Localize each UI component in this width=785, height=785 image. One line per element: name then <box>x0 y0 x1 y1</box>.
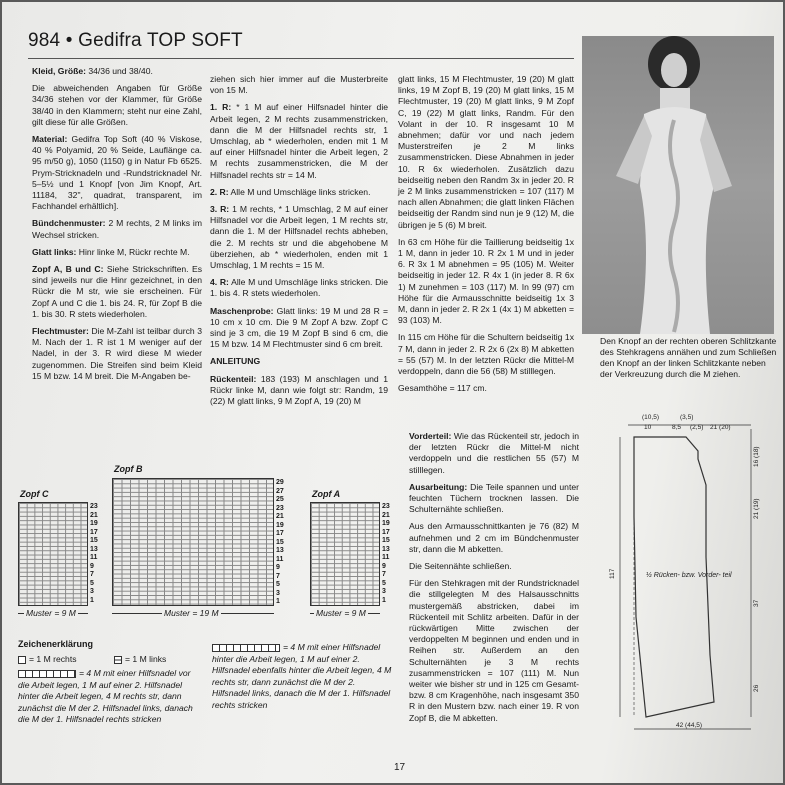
c1-text: Siehe Strickschriften. Es sind jeweils nur die Hinr gezeichnet, in den Rückr die M str, wie sie erscheinen. Für Zopf A und C die 1. bis 24. R, für Zopf B die 1. bis 30. R stets wiederholen. <box>32 264 202 319</box>
schematic-label: ½ Rücken- bzw. Vorder- teil <box>646 572 732 579</box>
c1-text: 34/36 und 38/40. <box>85 66 153 76</box>
text-column-3 <box>398 74 574 400</box>
c2-paragraph <box>210 187 388 198</box>
c3b-heading: Ausarbeitung: <box>409 481 468 492</box>
legend-cable-back <box>212 642 392 711</box>
row-number: 15 <box>90 537 98 544</box>
row-number: 15 <box>382 537 390 544</box>
c3-paragraph <box>398 383 574 394</box>
row-number: 23 <box>276 504 284 512</box>
text-column-2 <box>210 74 388 413</box>
row-number: 3 <box>90 588 94 595</box>
page <box>2 2 783 783</box>
text-column-1 <box>32 66 202 388</box>
c1-text: Gedifra Top Soft (40 % Viskose, 40 % Polyamid, 20 % Seide, Lauflänge ca. 95 m/50 g), 1050 (1150) g in Natur Fb 6525. Prym-Stricknadeln und -Rundstricknadel Nr. 5–5½ und 1 Knopf [von Jim Knopf, Art. 11184, 32", quadrat, transparent, im Fachhandel erhältlich]. <box>32 134 202 212</box>
zopf-a-muster: Muster = 9 M <box>316 608 366 618</box>
row-number: 17 <box>90 528 98 536</box>
c1-paragraph <box>32 264 202 320</box>
c2-text: Alle M und Umschläge links stricken. <box>228 186 371 197</box>
c1-paragraph <box>32 326 202 382</box>
row-number: 19 <box>90 520 98 527</box>
c2-paragraph <box>210 74 388 96</box>
row-number: 29 <box>276 479 284 486</box>
legend-rechts <box>18 654 77 666</box>
zopf-c-label: Zopf C <box>20 489 49 499</box>
c3-paragraph <box>398 74 574 231</box>
schematic-top-2: (3,5) <box>680 414 694 421</box>
zopf-b-grid <box>112 478 274 606</box>
row-number: 11 <box>382 554 390 561</box>
row-number: 15 <box>276 538 284 546</box>
c3-paragraph <box>398 237 574 327</box>
c3b-text: Die Seitennähte schließen. <box>409 561 512 572</box>
c2-paragraph <box>210 102 388 180</box>
c1-text: Die abweichenden Angaben für Größe 34/36 stehen vor der Klammer, für Größe 38/40 in den Klammern; steht nur eine Zahl, gilt diese für alle Größen. <box>32 83 202 127</box>
c2-text: * 1 M auf einer Hilfsnadel hinter die Arbeit legen, 2 M rechts zusammenstricken, dann die M der Hilfsnadel rechts str, 1 Umschlag, ab * wiederholen, enden mit 1 M auf einer Hilfsnadel hinter die Arbeit legen, 2 M rechts zusammenstricken, die M der Hilfsnadel rechts str = 14 M. <box>210 102 389 180</box>
c1-text: Hinr linke M, Rückr rechte M. <box>76 246 190 257</box>
row-number: 11 <box>90 554 98 561</box>
c3-text: In 115 cm Höhe für die Schultern beidseitig 1x 7 M, dann in jeder 2. R 2x 6 (2x 8) M abketten = 55 (57) M. In der letzten Rückr die Mittel-M verdoppeln, dann die 56 (58) M stilllegen. <box>398 332 574 377</box>
schematic-right-1: 21 (19) <box>753 498 760 519</box>
zopf-c-row-numbers <box>90 503 98 605</box>
row-number: 3 <box>276 589 280 597</box>
legend-links <box>114 654 166 666</box>
legend-rechts-text: = 1 M rechts <box>29 654 77 664</box>
row-number: 9 <box>90 562 94 570</box>
row-number: 5 <box>276 581 280 588</box>
c2-text: Alle M und Umschläge links stricken. Die 1. bis 4. R stets wiederholen. <box>210 277 388 299</box>
c3b-paragraph <box>409 521 579 555</box>
c2-paragraph <box>210 374 388 408</box>
row-number: 21 <box>276 513 284 520</box>
c3b-text: Wie das Rückenteil str, jedoch in der letzten Rückr die Mittel-M nicht verdoppeln und die restlichen 55 (57) M stilllegen. <box>409 431 579 475</box>
c3b-text: Die Teile spannen und unter feuchten Tüchern trocknen lassen. Die Schulternähte schließen. <box>409 481 579 515</box>
c2-heading: 4. R: <box>210 277 229 288</box>
c2-text: Glatt links: 19 M und 28 R = 10 cm x 10 cm. Die 9 M Zopf A bzw. Zopf C sind je 3 cm, die 19 M Zopf B sind 6 cm, die 15 M bzw. 14 M Flechtmuster sind 6 cm breit. <box>210 305 388 350</box>
c1-paragraph <box>32 66 202 77</box>
c2-paragraph <box>210 306 388 351</box>
c3-text: glatt links, 15 M Flechtmuster, 19 (20) M glatt links, 19 M Zopf B, 19 (20) M glatt links, 15 M Flechtmuster, 19 (20) M glatt links, 9 M Zopf C, 19 (22) M glatt links, Randm. Für den Volant in der 10. R insgesamt 10 M abnehmen; dafür vor und nach jedem Musterstreifen je 2 M links zusammenstricken. Diese Abnahmen in jeder 10. R 6x wiederholen. Zusätzlich dazu beidseitig neben den Randm 3x in jeder 20. R je 2 M links zusammenstricken = 107 (117) M nach allen Abnahmen; die glatt linken Flächen beidseitig der Randm sind nun je 9 (12) M, die übrigen je 5 (6) M breit. <box>398 74 574 230</box>
c2-paragraph <box>210 277 388 299</box>
c3b-paragraph <box>409 561 579 572</box>
row-number: 5 <box>90 579 94 587</box>
row-number: 7 <box>90 571 94 578</box>
c2-heading: Rückenteil: <box>210 373 257 384</box>
c1-heading: Kleid, Größe: <box>32 66 86 76</box>
cable-back-icon <box>212 644 280 652</box>
row-number: 9 <box>276 564 280 571</box>
c3b-paragraph <box>409 431 579 476</box>
row-number: 17 <box>276 530 284 537</box>
zopf-c-grid <box>18 502 88 606</box>
c2-paragraph <box>210 204 388 271</box>
schematic-top-1: 10 <box>644 424 652 431</box>
c2-heading: 3. R: <box>210 204 230 215</box>
row-number: 3 <box>382 588 386 595</box>
row-number: 11 <box>276 555 284 563</box>
zopf-c-muster: Muster = 9 M <box>26 608 76 618</box>
cable-front-icon <box>18 670 76 678</box>
row-number: 19 <box>276 521 284 529</box>
schematic-right-2: 37 <box>753 599 760 607</box>
c1-heading: Flechtmuster: <box>32 326 89 337</box>
photo-caption: Den Knopf an der rechten oberen Schlitzkante des Stehkragens annähen und zum Schließen den Knopf an der linken Schlitzkante neben der Verkreuzung durch die M ziehen. <box>600 336 777 379</box>
c2-paragraph <box>210 356 388 367</box>
c1-heading: Glatt links: <box>32 246 77 257</box>
row-number: 27 <box>276 487 284 495</box>
c3-text: Gesamthöhe = 117 cm. <box>398 383 487 394</box>
row-number: 21 <box>382 511 390 519</box>
legend-title: Zeichenerklärung <box>18 639 94 649</box>
page-number: 17 <box>394 762 406 773</box>
row-number: 19 <box>382 520 390 527</box>
row-number: 23 <box>382 503 390 510</box>
c2-heading: ANLEITUNG <box>210 356 261 367</box>
c3-text: In 63 cm Höhe für die Taillierung beidseitig 1x 1 M, dann in jeder 10. R 2x 1 M und in jeder 6. R 3x 1 M abnehmen = 95 (105) M. Weiter beidseitig in jeder 12. R 4x 1 (in jeder 8. R 6x 1) M zunehmen = 103 (117) M. In 99 (97) cm Höhe für die Armausschnitte beidseitig 1x 3 M, dann in jeder 2. R 2x 1 (4x 1) M abketten = 93 (103) M. <box>398 236 574 326</box>
zopf-b-label: Zopf B <box>114 464 143 474</box>
c2-heading: 2. R: <box>210 186 229 197</box>
schematic-top-4: (2,5) <box>690 424 704 431</box>
zopf-b-row-numbers <box>276 479 284 607</box>
schematic-right-3: 26 <box>753 684 760 692</box>
row-number: 23 <box>90 503 98 510</box>
text-column-3-bottom <box>409 431 579 730</box>
row-number: 9 <box>382 562 386 570</box>
legend-links-text: = 1 M links <box>125 654 167 664</box>
model-silhouette-icon <box>582 36 774 334</box>
c3-paragraph <box>398 332 574 377</box>
c1-heading: Zopf A, B und C: <box>32 264 104 275</box>
c1-heading: Material: <box>32 134 68 145</box>
row-number: 1 <box>382 596 386 604</box>
row-number: 21 <box>90 511 98 519</box>
knit-stitch-icon <box>18 656 26 664</box>
c2-heading: Maschenprobe: <box>210 305 274 316</box>
c2-heading: 1. R: <box>210 102 232 113</box>
schematic-right-0: 16 (18) <box>753 446 760 467</box>
schematic-top-0: (10,5) <box>642 414 659 421</box>
c3b-text: Für den Stehkragen mit der Rundstricknadel die stillgelegten M des Halsausschnitts mustergemäß abstricken, dabei im Rückenteil mit Schlitz arbeiten. Dafür in der rückwärtigen Mitte zwischen der verdoppelten M beginnen und enden und in Reihen str. Außerdem an den Schulternähten je 3 M rechts zusammenstricken = 107 (111) M. Nun weiter wie bisher str und in 125 cm Gesamt- bzw. 8 cm Kragenhöhe, nach insgesamt 350 R in den Mustern bzw. nach einer 19. R von Zopf B, die M abketten. <box>409 578 579 723</box>
zopf-a-grid <box>310 502 380 606</box>
c1-text: 2 M rechts, 2 M links im Wechsel stricken. <box>32 218 202 240</box>
schematic-bottom: 42 (44,5) <box>676 722 703 729</box>
row-number: 7 <box>382 571 386 578</box>
c1-paragraph <box>32 247 202 258</box>
dress-photo <box>582 36 774 334</box>
c3b-text: Aus den Armausschnittkanten je 76 (82) M aufnehmen und 2 cm im Bündchenmuster str, dann die M abketten. <box>409 521 579 554</box>
row-number: 5 <box>382 579 386 587</box>
zopf-a-row-numbers <box>382 503 390 605</box>
c2-text: 1 M rechts, * 1 Umschlag, 2 M auf einer Hilfsnadel vor die Arbeit legen, 1 M rechts str, dann die 1. M der Hilfsnadel rechts abheben, die 2. M rechts str und die abgehobene M überziehen, ab * wiederholen, enden mit 1 Umschlag, 1 M rechts = 15 M. <box>210 204 389 271</box>
legend-cable-back-text: = 4 M mit einer Hilfsnadel hinter die Arbeit legen, 1 M auf einer 2. Hilfsnadel ebenfalls hinter die Arbeit legen, 4 M rechts str, dann zunächst die M der 2. Hilfsnadel links, danach die M der 1. Hilfsnadel rechts stricken <box>212 642 392 710</box>
schematic-top-3: 8,5 <box>672 424 682 431</box>
page-title: 984 • Gedifra TOP SOFT <box>28 30 243 51</box>
row-number: 7 <box>276 572 280 580</box>
legend-cable-front-text: = 4 M mit einer Hilfsnadel vor die Arbeit legen, 1 M auf einer 2. Hilfsnadel hinter die Arbeit legen, 4 M rechts str, dann zunächst die M der 2. Hilfsnadel links, danach die M der 1. Hilfsnadel rechts stricken <box>18 668 193 724</box>
c2-text: 183 (193) M anschlagen und 1 Rückr linke M, dann wie folgt str: Randm, 19 (22) M glatt links, 9 M Zopf A, 19 (20) M <box>210 373 388 407</box>
c3b-paragraph <box>409 482 579 516</box>
zopf-a-label: Zopf A <box>312 489 341 499</box>
schematic-top-5: 21 (20) <box>710 424 731 431</box>
legend-cable-front <box>18 668 198 726</box>
row-number: 17 <box>382 528 390 536</box>
c3b-heading: Vorderteil: <box>409 431 452 441</box>
c1-text: Die M-Zahl ist teilbar durch 3 M. Nach der 1. R ist 1 M weniger auf der Nadel, in der 3. R wird diese M wieder zugenommen. Die Streifen sind beim Kleid 15 M bzw. 14 M breit. Die M-Angaben be- <box>32 326 202 381</box>
purl-stitch-icon <box>114 656 122 664</box>
schematic-left: 117 <box>609 568 616 579</box>
c1-paragraph <box>32 218 202 240</box>
c1-heading: Bündchenmuster: <box>32 218 106 229</box>
row-number: 13 <box>276 547 284 554</box>
c1-paragraph <box>32 83 202 128</box>
zopf-b-muster: Muster = 19 M <box>164 608 219 618</box>
row-number: 1 <box>90 596 94 604</box>
title-rule <box>28 58 574 59</box>
c2-text: ziehen sich hier immer auf die Musterbreite von 15 M. <box>210 74 388 96</box>
garment-schematic <box>606 407 778 747</box>
c1-paragraph <box>32 134 202 212</box>
row-number: 13 <box>382 545 390 553</box>
row-number: 13 <box>90 545 98 553</box>
row-number: 25 <box>276 496 284 503</box>
c3b-paragraph <box>409 578 579 724</box>
row-number: 1 <box>276 598 280 605</box>
